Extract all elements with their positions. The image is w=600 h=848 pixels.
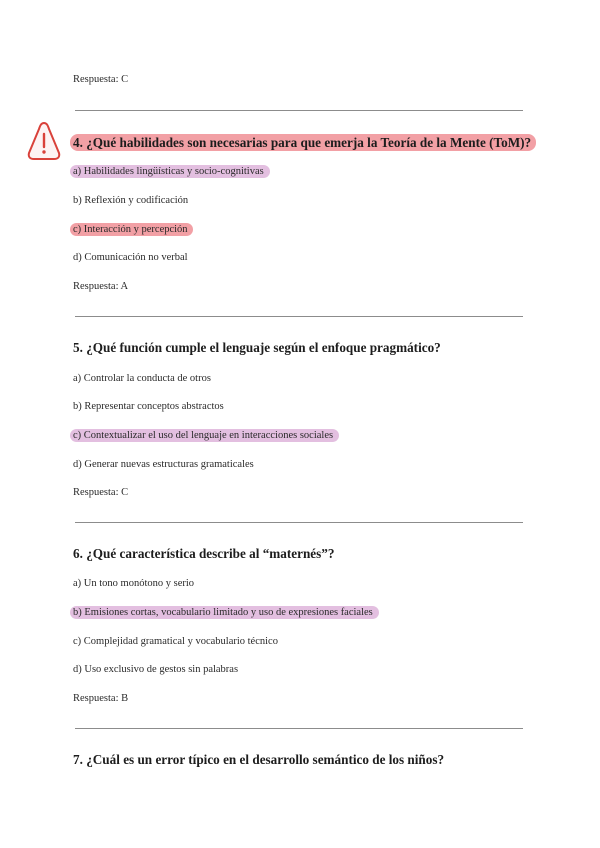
question-4-title [73, 135, 536, 151]
q6-option-b: b) Emisiones cortas, vocabulario limitado y uso de expresiones faciales [73, 606, 379, 620]
q6-option-d: d) Uso exclusivo de gestos sin palabras [73, 664, 239, 675]
answer-q3: Respuesta: C [73, 74, 129, 85]
divider [75, 110, 523, 111]
q4-option-d: d) Comunicación no verbal [73, 252, 188, 263]
q5-option-b: b) Representar conceptos abstractos [73, 401, 224, 412]
q4-option-b: b) Reflexión y codificación [73, 195, 189, 206]
answer-q4: Respuesta: A [73, 281, 129, 292]
q6-option-a: a) Un tono monótono y serio [73, 578, 195, 589]
divider [75, 522, 523, 523]
question-7-title: 7. ¿Cuál es un error típico en el desarrollo semántico de los niños? [73, 752, 445, 767]
q4-option-c: c) Interacción y percepción [73, 223, 193, 237]
answer-q5: Respuesta: C [73, 487, 129, 498]
q4-option-a: a) Habilidades lingüísticas y socio-cognitivas [73, 165, 270, 179]
q5-option-d: d) Generar nuevas estructuras gramaticales [73, 459, 254, 470]
answer-q6: Respuesta: B [73, 693, 129, 704]
question-6-title: 6. ¿Qué característica describe al “maternés”? [73, 546, 335, 561]
q5-option-c: c) Contextualizar el uso del lenguaje en interacciones sociales [73, 429, 339, 443]
divider [75, 316, 523, 317]
divider [75, 728, 523, 729]
question-4-highlight: 4. ¿Qué habilidades son necesarias para que emerja la Teoría de la Mente (ToM)? [70, 134, 536, 151]
q5-option-a: a) Controlar la conducta de otros [73, 373, 211, 384]
question-5-title: 5. ¿Qué función cumple el lenguaje según el enfoque pragmático? [73, 340, 441, 355]
q6-option-c: c) Complejidad gramatical y vocabulario técnico [73, 636, 278, 647]
warning-icon [26, 120, 62, 162]
